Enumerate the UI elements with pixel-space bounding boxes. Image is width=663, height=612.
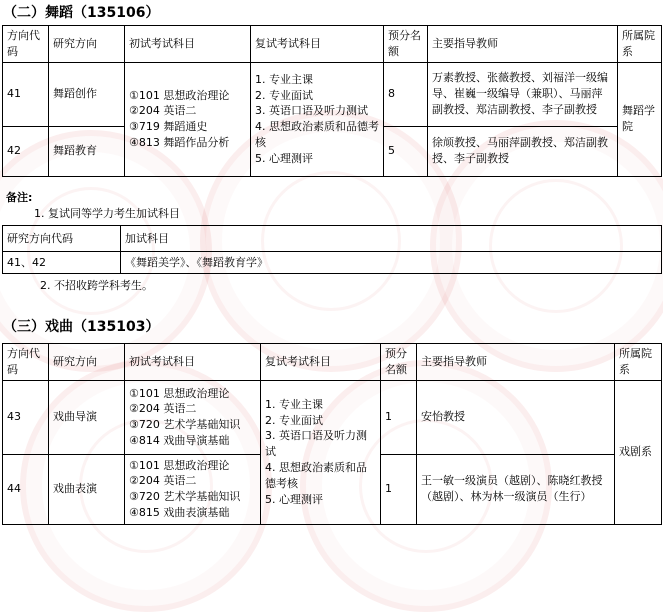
retest-item: 4. 思想政治素质和品德考核 <box>255 120 379 150</box>
row-41-teachers: 万素教授、张薇教授、刘福洋一级编导、崔巍一级编导（兼职）、马丽萍副教授、郑洁副教授、李子副教授 <box>428 62 618 126</box>
row-42-teachers: 徐颃教授、马丽萍副教授、郑洁副教授、李子副教授 <box>428 126 618 176</box>
initial-exam-item: ③719 舞蹈通史 <box>129 120 208 134</box>
header-department: 所属院系 <box>618 26 662 63</box>
initial-exam-item: ④813 舞蹈作品分析 <box>129 136 230 150</box>
header-supervisors: 主要指导教师 <box>428 26 618 63</box>
initial-exam-item: ④815 戏曲表演基础 <box>129 506 230 520</box>
opera-department: 戏剧系 <box>615 380 662 524</box>
extra-header-subjects: 加试科目 <box>121 226 662 252</box>
header-initial-exam: 初试考试科目 <box>125 344 261 381</box>
row-43-initial-exam <box>125 380 261 454</box>
retest-item: 3. 英语口语及听力测试 <box>265 429 367 459</box>
retest-item: 3. 英语口语及听力测试 <box>255 104 368 118</box>
row-43-teachers: 安怡教授 <box>417 380 615 454</box>
row-43-quota: 1 <box>381 380 417 454</box>
retest-item: 5. 心理测评 <box>255 152 313 166</box>
row-43-direction: 戏曲导演 <box>49 380 125 454</box>
header-department: 所属院系 <box>615 344 662 381</box>
initial-exam-item: ①101 思想政治理论 <box>129 88 230 102</box>
dance-department: 舞蹈学院 <box>618 62 662 176</box>
header-direction-code: 方向代码 <box>3 26 49 63</box>
header-quota: 预分名额 <box>384 26 428 63</box>
row-44-code: 44 <box>3 454 49 524</box>
extra-subjects-table <box>2 225 662 274</box>
row-41-direction: 舞蹈创作 <box>49 62 125 126</box>
section-title-dance: （二）舞蹈（135106） <box>3 5 160 21</box>
opera-table <box>2 343 662 525</box>
row-42-code: 42 <box>3 126 49 176</box>
opera-retest <box>261 380 381 524</box>
dance-retest <box>251 62 384 176</box>
dance-table <box>2 25 662 177</box>
extra-header-code: 研究方向代码 <box>3 226 121 252</box>
extra-row-subjects: 《舞蹈美学》、《舞蹈教育学》 <box>121 252 662 274</box>
row-44-initial-exam <box>125 454 261 524</box>
header-quota: 预分名额 <box>381 344 417 381</box>
initial-exam-item: ①101 思想政治理论 <box>129 458 230 472</box>
row-44-direction: 戏曲表演 <box>49 454 125 524</box>
row-44-quota: 1 <box>381 454 417 524</box>
dance-initial-exam <box>125 62 251 176</box>
initial-exam-item: ④814 戏曲导演基础 <box>129 434 230 448</box>
header-direction: 研究方向 <box>49 344 125 381</box>
retest-item: 2. 专业面试 <box>265 413 323 427</box>
row-44-teachers: 王一敏一级演员（越剧）、陈晓红教授（越剧）、林为林一级演员（生行） <box>417 454 615 524</box>
note-item-1: 1. 复试同等学力考生加试科目 <box>34 207 180 220</box>
notes-label: 备注: <box>6 191 33 204</box>
retest-item: 1. 专业主课 <box>265 397 323 411</box>
retest-item: 2. 专业面试 <box>255 88 313 102</box>
section-title-opera: （三）戏曲（135103） <box>3 319 160 335</box>
initial-exam-item: ②204 英语二 <box>129 104 197 118</box>
initial-exam-item: ②204 英语二 <box>129 474 197 488</box>
header-direction: 研究方向 <box>49 26 125 63</box>
row-41-code: 41 <box>3 62 49 126</box>
header-retest: 复试考试科目 <box>251 26 384 63</box>
header-direction-code: 方向代码 <box>3 344 49 381</box>
row-42-direction: 舞蹈教育 <box>49 126 125 176</box>
row-41-quota: 8 <box>384 62 428 126</box>
retest-item: 1. 专业主课 <box>255 72 313 86</box>
header-retest: 复试考试科目 <box>261 344 381 381</box>
initial-exam-item: ①101 思想政治理论 <box>129 386 230 400</box>
initial-exam-item: ③720 艺术学基础知识 <box>129 490 241 504</box>
extra-row-code: 41、42 <box>3 252 121 274</box>
header-supervisors: 主要指导教师 <box>417 344 615 381</box>
row-42-quota: 5 <box>384 126 428 176</box>
note-item-2: 2. 不招收跨学科考生。 <box>40 279 153 292</box>
initial-exam-item: ③720 艺术学基础知识 <box>129 418 241 432</box>
row-43-code: 43 <box>3 380 49 454</box>
header-initial-exam: 初试考试科目 <box>125 26 251 63</box>
retest-item: 5. 心理测评 <box>265 493 323 507</box>
initial-exam-item: ②204 英语二 <box>129 402 197 416</box>
retest-item: 4. 思想政治素质和品德考核 <box>265 461 367 491</box>
